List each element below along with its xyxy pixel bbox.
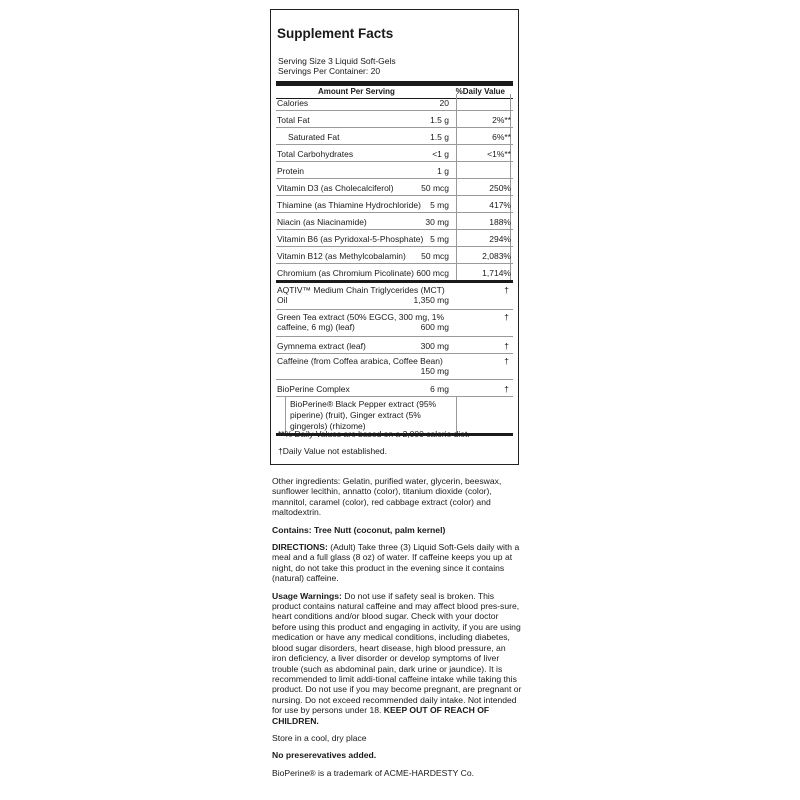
nutrient-dv: 294%	[489, 234, 511, 244]
ingredient-row	[276, 337, 513, 354]
directions-label: DIRECTIONS:	[272, 542, 328, 553]
keep-out-of-reach: KEEP OUT OF REACH OF CHILDREN.	[272, 705, 490, 726]
nutrient-amount: 50 mcg	[421, 251, 449, 261]
ingredient-name: Green Tea extract (50% EGCG, 300 mg, 1%	[277, 312, 445, 322]
nutrient-row	[276, 128, 513, 145]
nutrient-dv: 188%	[489, 217, 511, 227]
nutrient-dv: 2%**	[492, 115, 511, 125]
nutrient-name: Protein	[277, 166, 304, 176]
warnings-label: Usage Warnings:	[272, 590, 342, 601]
nutrient-amount: <1 g	[432, 149, 449, 159]
nutrient-name: Total Carbohydrates	[277, 149, 354, 159]
nutrient-name: Thiamine (as Thiamine Hydrochloride)	[277, 200, 421, 210]
nutrient-name: Chromium (as Chromium Picolinate)	[277, 268, 414, 278]
ingredient-row	[276, 310, 513, 337]
nutrient-row	[276, 264, 513, 283]
bioperine-detail-line: BioPerine® Black Pepper extract (95%	[290, 399, 437, 409]
ingredient-name: Gymnema extract (leaf)	[277, 341, 366, 351]
nutrient-dv: 1,714%	[482, 268, 511, 278]
dagger-mark: †	[504, 356, 509, 366]
nutrient-row	[276, 145, 513, 162]
ingredient-amount: 6 mg	[430, 384, 449, 394]
warnings-text: Do not use if safety seal is broken. This product contains natural caffeine and may affect blood pres-sure, heart conditions and/or blood sugar. Check with your doctor before using this product and engaging in activity, if you are using medication or have any medical conditions, including diabetes, blood sugar disorders, heart disease, high blood pressure, an iron deficiency, a liver disorder or develop symptoms of liver trouble (such as abdominal pain, dark urine or jaundice). It is recommended to limit addi-tional caffeine intake while taking this product. Do not use if you may become pregnant, are pregnant or nursing. Do not exceed recommended daily intake. Not intended for use by persons under 18.	[272, 590, 522, 716]
nutrient-row	[276, 213, 513, 230]
nutrient-dv: 250%	[489, 183, 511, 193]
panel-title: Supplement Facts	[277, 26, 394, 41]
nutrient-name: Calories	[277, 98, 309, 108]
daily-value-footnote: **% Daily Values are based on a 2,000 calorie diet.	[278, 429, 470, 439]
dagger-footnote: †Daily Value not established.	[278, 446, 387, 456]
supplement-facts-panel	[270, 9, 519, 465]
ingredient-name-cont: Oil	[277, 295, 288, 305]
label-text-block	[272, 476, 522, 785]
nutrient-amount: 1 g	[437, 166, 449, 176]
dagger-mark: †	[504, 312, 509, 322]
other-ingredients: Other ingredients: Gelatin, purified water, glycerin, beeswax, sunflower lecithin, annatto (color), titanium dioxide (color), mannitol, caramel (color), red cabbage extract (color) and maltodextrin.	[272, 476, 502, 518]
directions	[272, 542, 522, 584]
nutrient-amount: 1.5 g	[430, 115, 449, 125]
dv-header: %Daily Value	[455, 87, 505, 96]
ingredient-name: Caffeine (from Coffea arabica, Coffee Bean)	[277, 356, 443, 366]
nutrient-row	[276, 196, 513, 213]
usage-warnings	[272, 591, 522, 726]
nutrient-name: Vitamin D3 (as Cholecalciferol)	[277, 183, 394, 193]
ingredient-amount: 1,350 mg	[413, 295, 449, 305]
dagger-mark: †	[504, 341, 509, 351]
nutrient-name: Vitamin B12 (as Methylcobalamin)	[277, 251, 406, 261]
nutrient-name: Vitamin B6 (as Pyridoxal-5-Phosphate)	[277, 234, 424, 244]
nutrient-dv: 417%	[489, 200, 511, 210]
nutrient-row	[276, 179, 513, 196]
nutrient-amount: 50 mcg	[421, 183, 449, 193]
directions-text: (Adult) Take three (3) Liquid Soft-Gels daily with a meal and a full glass (8 oz) of water. If caffeine keeps you up at night, do not take this product in the evening since it contains (natural) caffeine.	[272, 542, 520, 584]
nutrient-amount: 30 mg	[425, 217, 449, 227]
nutrient-name: Saturated Fat	[288, 132, 340, 142]
nutrient-row	[276, 230, 513, 247]
nutrient-name: Niacin (as Niacinamide)	[277, 217, 367, 227]
serving-size: Serving Size 3 Liquid Soft-Gels	[278, 56, 396, 66]
bioperine-detail-line: piperine) (fruit), Ginger extract (5%	[290, 410, 421, 420]
ingredient-name-cont: caffeine, 6 mg) (leaf)	[277, 322, 355, 332]
trademark-note: BioPerine® is a trademark of ACME-HARDESTY Co.	[272, 767, 474, 778]
ingredient-row	[276, 380, 513, 397]
no-preservatives-note: No preserevatives added.	[272, 750, 377, 761]
servings-per-container: Servings Per Container: 20	[278, 66, 381, 76]
ingredient-amount: 600 mg	[420, 322, 449, 332]
nutrient-amount: 5 mg	[430, 200, 449, 210]
allergen-contains: Contains: Tree Nutt (coconut, palm kernel)	[272, 524, 446, 535]
nutrient-row	[276, 111, 513, 128]
amount-header: Amount Per Serving	[318, 87, 395, 96]
nutrient-row	[276, 247, 513, 264]
nutrient-amount: 1.5 g	[430, 132, 449, 142]
nutrient-dv: 6%**	[492, 132, 511, 142]
ingredient-row	[276, 283, 513, 310]
nutrient-name: Total Fat	[277, 115, 310, 125]
dagger-mark: †	[504, 285, 509, 295]
nutrient-amount: 20	[439, 98, 449, 108]
ingredient-amount: 150 mg	[420, 366, 449, 376]
ingredient-name: AQTIV™ Medium Chain Triglycerides (MCT)	[277, 285, 445, 295]
nutrient-amount: 600 mcg	[416, 268, 449, 278]
nutrient-row	[276, 162, 513, 179]
bioperine-detail-line: gingerols) (rhizome)	[290, 421, 366, 431]
ingredient-row	[276, 354, 513, 380]
nutrient-dv: <1%**	[487, 149, 511, 159]
storage-note: Store in a cool, dry place	[272, 732, 367, 743]
ingredient-amount: 300 mg	[420, 341, 449, 351]
nutrient-row	[276, 94, 513, 111]
nutrient-amount: 5 mg	[430, 234, 449, 244]
nutrient-dv: 2,083%	[482, 251, 511, 261]
ingredient-name: BioPerine Complex	[277, 384, 350, 394]
dagger-mark: †	[504, 384, 509, 394]
